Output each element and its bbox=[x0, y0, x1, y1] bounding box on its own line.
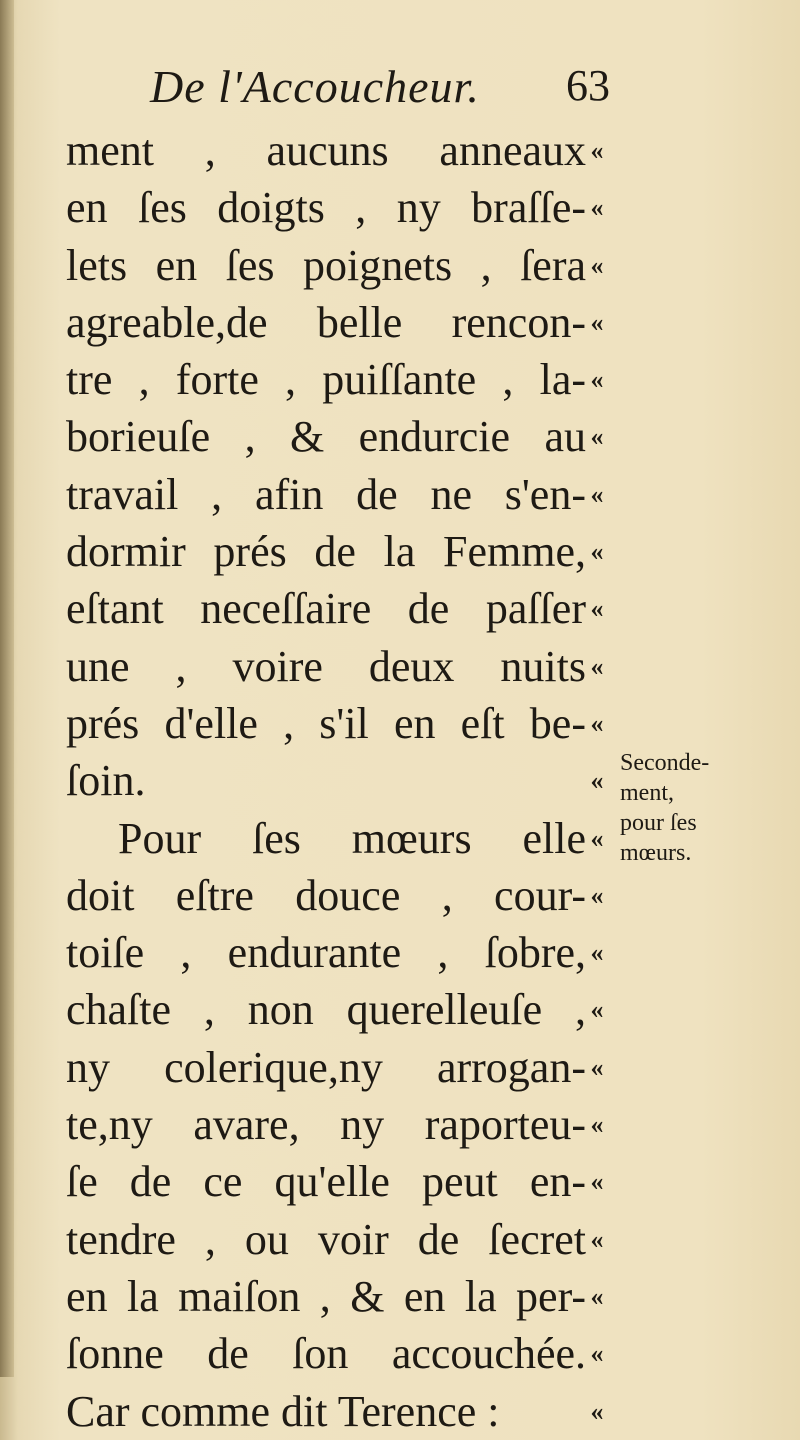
quote-mark: « bbox=[590, 479, 604, 509]
text-line: tendre , ou voir de ſecret bbox=[66, 1214, 586, 1264]
text-line: doit eſtre douce , cour- bbox=[66, 870, 586, 920]
quote-mark: « bbox=[590, 995, 604, 1025]
text-line: ſonne de ſon accouchée. bbox=[66, 1329, 586, 1379]
text-line: ment , aucuns anneaux bbox=[66, 126, 586, 175]
text-line: une , voire deux nuits bbox=[66, 641, 586, 691]
quote-mark: « bbox=[590, 193, 604, 223]
text-line: en la maiſon , & en la per- bbox=[66, 1271, 586, 1321]
text-line: chaſte , non querelleuſe , bbox=[66, 985, 586, 1035]
text-line: agreable,de belle rencon- bbox=[66, 297, 586, 347]
page-number: 63 bbox=[566, 61, 610, 110]
text-line: ſe de ce qu'elle peut en- bbox=[66, 1157, 586, 1207]
quote-mark: « bbox=[590, 136, 604, 165]
margin-note-line: pour ſes bbox=[620, 810, 697, 836]
quote-mark: « bbox=[590, 422, 604, 452]
quote-mark: « bbox=[590, 1339, 604, 1369]
quote-mark: « bbox=[590, 766, 604, 796]
body-text bbox=[66, 122, 586, 1440]
paragraph-start-line: Pour ſes mœurs elle bbox=[118, 813, 586, 863]
quote-mark: « bbox=[590, 1167, 604, 1197]
quote-mark: « bbox=[590, 307, 604, 337]
text-line: dormir prés de la Femme, bbox=[66, 527, 586, 577]
quote-mark: « bbox=[590, 651, 604, 681]
quote-mark: « bbox=[590, 823, 604, 853]
text-line: ny colerique,ny arrogan- bbox=[66, 1042, 586, 1092]
margin-note bbox=[620, 748, 790, 868]
quotation-marks-column bbox=[582, 122, 612, 1440]
quote-mark: « bbox=[590, 1224, 604, 1254]
quote-mark: « bbox=[590, 594, 604, 624]
text-line: Car comme dit Terence : bbox=[66, 1386, 500, 1436]
quote-mark: « bbox=[590, 1281, 604, 1311]
quote-mark: « bbox=[590, 1396, 604, 1426]
quote-mark: « bbox=[590, 1110, 604, 1140]
text-line: lets en ſes poignets , ſera bbox=[66, 240, 586, 290]
text-line: te,ny avare, ny raporteu- bbox=[66, 1100, 586, 1150]
running-title: De l'Accoucheur. bbox=[150, 61, 480, 112]
text-line: en ſes doigts , ny braſſe- bbox=[66, 183, 586, 233]
text-line: eſtant neceſſaire de paſſer bbox=[66, 584, 586, 634]
text-line: ſoin. bbox=[66, 756, 146, 806]
quote-mark: « bbox=[590, 250, 604, 280]
text-line: travail , afin de ne s'en- bbox=[66, 469, 586, 519]
quote-mark: « bbox=[590, 708, 604, 738]
quote-mark: « bbox=[590, 1052, 604, 1082]
text-line: prés d'elle , s'il en eſt be- bbox=[66, 698, 586, 748]
quote-mark: « bbox=[590, 938, 604, 968]
margin-note-line: ment, bbox=[620, 780, 674, 806]
quote-mark: « bbox=[590, 365, 604, 395]
text-line: tre , forte , puiſſante , la- bbox=[66, 355, 586, 405]
page-header bbox=[150, 60, 610, 120]
page-gutter bbox=[0, 0, 14, 1377]
text-line: borieuſe , & endurcie au bbox=[66, 412, 586, 462]
text-line: toiſe , endurante , ſobre, bbox=[66, 928, 586, 978]
margin-note-line: Seconde- bbox=[620, 750, 710, 776]
quote-mark: « bbox=[590, 880, 604, 910]
quote-mark: « bbox=[590, 537, 604, 567]
margin-note-line: mœurs. bbox=[620, 840, 692, 866]
